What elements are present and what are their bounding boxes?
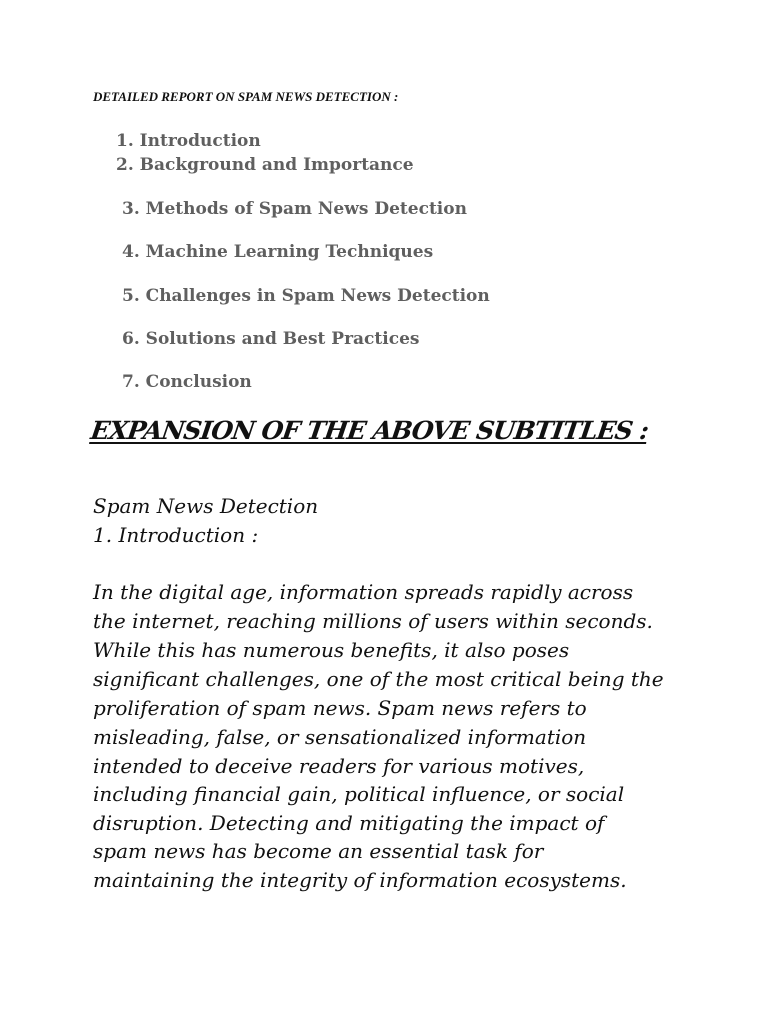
toc-item-introduction: 1. Introduction (116, 131, 261, 151)
paragraph-line: misleading, false, or sensationalized information (93, 725, 587, 749)
toc-item-solutions: 6. Solutions and Best Practices (122, 329, 420, 349)
section-subtitle: 1. Introduction : (93, 523, 259, 547)
paragraph-line: including financial gain, political influence, or social (93, 782, 625, 806)
toc-item-methods: 3. Methods of Spam News Detection (122, 199, 467, 219)
toc-item-conclusion: 7. Conclusion (122, 372, 252, 392)
report-title: DETAILED REPORT ON SPAM NEWS DETECTION : (93, 89, 399, 104)
paragraph-line: maintaining the integrity of information ecosystems. (93, 868, 627, 892)
paragraph-line: the internet, reaching millions of users within seconds. (93, 609, 653, 633)
paragraph-line: proliferation of spam news. Spam news refers to (93, 696, 587, 720)
paragraph-line: spam news has become an essential task for (93, 839, 544, 863)
toc-item-challenges: 5. Challenges in Spam News Detection (122, 286, 490, 306)
section-title: Spam News Detection (93, 494, 319, 518)
expansion-heading: EXPANSION OF THE ABOVE SUBTITLES : (88, 416, 650, 445)
toc-item-machine-learning: 4. Machine Learning Techniques (122, 242, 434, 262)
paragraph-line: While this has numerous benefits, it also poses (93, 638, 570, 662)
paragraph-line: disruption. Detecting and mitigating the impact of (93, 811, 605, 835)
paragraph-line: intended to deceive readers for various motives, (93, 754, 585, 778)
paragraph-line: significant challenges, one of the most critical being the (93, 667, 664, 691)
toc-item-background: 2. Background and Importance (116, 155, 414, 175)
paragraph-line: In the digital age, information spreads rapidly across (93, 580, 634, 604)
